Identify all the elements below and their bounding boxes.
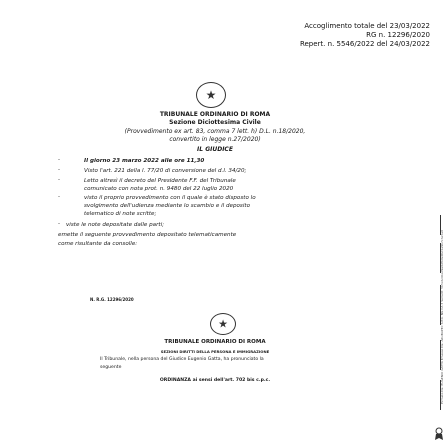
order-line-svolgimento: svolgimento dell'udienza mediante lo scambio e il deposito [84,203,251,209]
digital-signature-note: Firmato Da: EUGENIO GATTA Emesso Da: ARUBAPEC S.P.A. NG CA 3 Serial#: 5b5c6c0bcd9a0dfb0e9bd1a9b7c3e5a0 [440,230,444,404]
order-line-visto: Visto l'art. 221 della l. 77/20 di conversione del d.l. 34/20; [84,168,247,174]
italian-republic-emblem-icon: ★ [196,82,226,108]
decision-section: SEZIONI DIRITTI DELLA PERSONA E IMMIGRAZIONE [160,349,270,354]
order-line-emette: emette il seguente provvedimento depositato telematicamente [58,232,237,238]
order-line-telematico: telematico di note scritte; [84,211,157,217]
order-line-letto: Letto altresì il decreto del Presidente F.F. del Tribunale [84,178,236,184]
order-line-note: viste le note depositate dalle parti; [66,222,165,228]
order-line-consolle: come risultante da consolle: [58,241,138,247]
decision-line-1: Il Tribunale, nella persona del Giudice Eugenio Gatta, ha pronunciato la [100,357,264,362]
registration-repertory: Repert. n. 5546/2022 del 24/03/2022 [299,40,430,48]
decision-line-2: seguente [100,365,122,370]
registration-rg-number: RG n. 12296/2020 [366,31,430,39]
digital-signature-seal-icon [433,427,445,441]
court-title: TRIBUNALE ORDINARIO DI ROMA [159,111,271,118]
decision-rg-number: N. R.G. 12296/2020 [90,297,134,302]
order-line-comunicato: comunicato con nota prot. n. 9480 del 22 luglio 2020 [84,186,234,192]
registration-outcome: Accoglimento totale del 23/03/2022 [304,22,430,30]
judge-heading: IL GIUDICE [197,146,233,153]
order-line-date: Il giorno 23 marzo 2022 alle ore 11,30 [84,158,205,164]
court-section: Sezione Diciottesima Civile [169,119,261,126]
document-page: Accoglimento totale del 23/03/2022 RG n. 12296/2020 Repert. n. 5546/2022 del 24/03/2022 ★ TRIBUNALE ORDINARIO DI ROMA Sezione Diciottesima Civile (Provvedimento ex art. 83, comma 7 lett. h) D.L. n.18/2020, convertito in legge n.27/2020) IL GIUDICE - Il giorno 23 marzo 2022 alle ore 11,30 - Visto l'art. 221 della l. 77/20 di conversione del d.l. 34/20; - Letto altresì il decreto del Presidente F.F. del Tribunale comunicato con nota prot. n. 9480 del 22 luglio 2020 - visto il proprio provvedimento con il quale è stato disposto lo svolgimento dell'udienza mediante lo scambio e il deposito telematico di note scritte; - viste le note depositate dalle parti; emette il seguente provvedimento depositato telematicamente come risultante da consolle: N. R.G. 12296/2020 ★ TRIBUNALE ORDINARIO DI ROMA SEZIONI DIRITTI DELLA PERSONA E IMMIGRAZIONE Il Tribunale, nella persona del Giudice Eugenio Gatta, ha pronunciato la seguente ORDINANZA ai sensi dell'art. 702 bis c.p.c. Firmato Da: EUGENIO GATTA Emesso Da: ARUBAPEC S.P.A. NG CA 3 Serial#: 5b5c6c0bcd9a0dfb0e9bd1a9b7c3e5a0 [0,0,448,448]
order-line-provvedimento: visto il proprio provvedimento con il quale è stato disposto lo [84,195,256,201]
reference-line-1: (Provvedimento ex art. 83, comma 7 lett. h) D.L. n.18/2020, [124,128,306,135]
ordinance-title: ORDINANZA ai sensi dell'art. 702 bis c.p.c. [159,378,271,383]
decision-court-title: TRIBUNALE ORDINARIO DI ROMA [164,339,266,345]
reference-line-2: convertito in legge n.27/2020) [169,136,261,143]
italian-republic-emblem-icon: ★ [210,313,236,335]
